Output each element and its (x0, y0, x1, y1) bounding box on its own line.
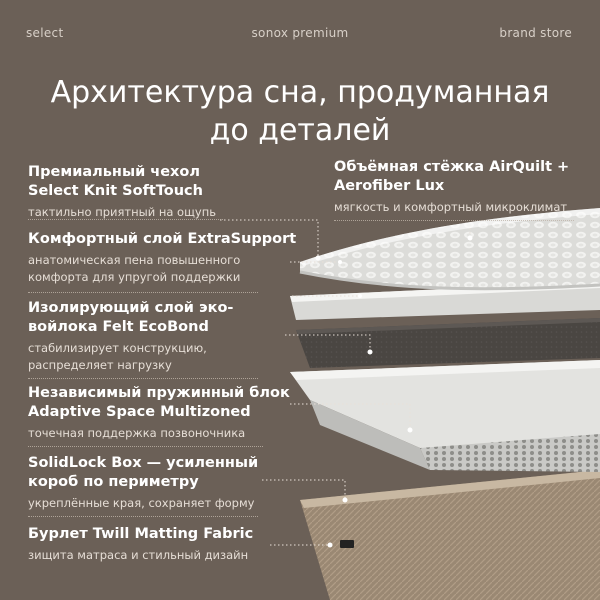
feature-comfort-layer (28, 230, 298, 286)
feature-title: Объёмная стёжка AirQuilt + Aerofiber Lux (334, 159, 570, 194)
feature-border-fabric (28, 525, 308, 564)
feature-subtitle: анатомическая пена повышенного комфорта для упругой поддержки (28, 253, 241, 284)
feature-title: Бурлет Twill Matting Fabric (28, 526, 254, 542)
brand-right-label: brand store (499, 26, 572, 40)
handle-icon (340, 540, 354, 548)
feature-subtitle: точечная поддержка позвоночника (28, 426, 246, 440)
divider (28, 446, 263, 447)
headline-line-1: Архитектура сна, продуманная (50, 75, 550, 110)
feature-cover (28, 163, 298, 221)
divider (28, 219, 223, 220)
feature-box (28, 454, 308, 512)
feature-subtitle: стабилизирует конструкцию, распределяет нагрузку (28, 341, 207, 372)
feature-title: Изолирующий слой эко- войлока Felt EcoBond (28, 300, 234, 335)
brand-left-label: select (26, 26, 64, 40)
divider (334, 220, 574, 221)
feature-title: Премиальный чехол Select Knit SoftTouch (28, 164, 203, 199)
feature-title: Независимый пружинный блок Adaptive Space Multizoned (28, 385, 290, 420)
feature-subtitle: зищита матраса и стильный дизайн (28, 548, 249, 562)
feature-subtitle: мягкость и комфортный микроклимат (334, 200, 568, 214)
felt-layer (296, 318, 600, 368)
feature-title: Комфортный слой ExtraSupport (28, 231, 297, 247)
feature-spring-block (28, 384, 308, 442)
feature-title: SolidLock Box — усиленный короб по периметру (28, 455, 259, 490)
feature-subtitle: укреплённые края, сохраняет форму (28, 496, 255, 510)
spring-block (290, 360, 600, 472)
feature-felt-layer (28, 299, 298, 374)
divider (28, 378, 258, 379)
divider (28, 292, 258, 293)
divider (28, 516, 258, 517)
feature-subtitle: тактильно приятный на ощупь (28, 205, 217, 219)
brand-center-label: sonox premium (251, 26, 349, 40)
feature-quilt (334, 158, 584, 216)
headline-line-2: до деталей (209, 113, 391, 148)
